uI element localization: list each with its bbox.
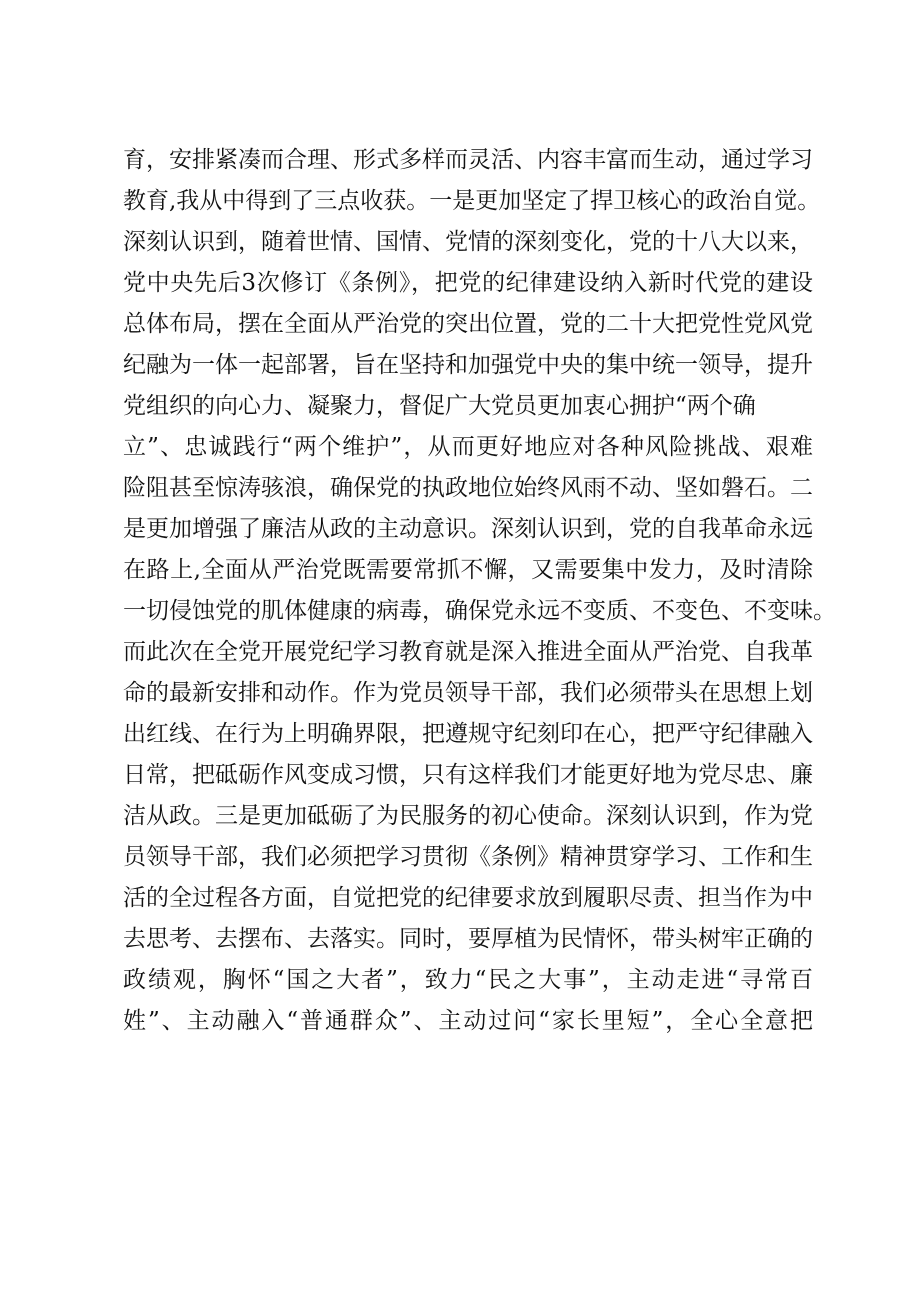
text-line: 员领导干部，我们必须把学习贯彻《条例》精神贯穿学习、工作和生 xyxy=(123,844,813,870)
text-line: 纪融为一体一起部署，旨在坚持和加强党中央的集中统一领导，提升 xyxy=(123,352,813,378)
text-line: 出红线、在行为上明确界限，把遵规守纪刻印在心，把严守纪律融入 xyxy=(123,721,813,747)
text-line: 立”、忠诚践行“两个维护”，从而更好地应对各种风险挑战、艰难 xyxy=(123,434,813,460)
text-line: 一切侵蚀党的肌体健康的病毒，确保党永远不变质、不变色、不变味。 xyxy=(123,598,836,624)
text-line: 总体布局，摆在全面从严治党的突出位置，党的二十大把党性党风党 xyxy=(123,311,813,337)
text-line: 党组织的向心力、凝聚力，督促广大党员更加衷心拥护“两个确 xyxy=(123,393,756,419)
text-line: 是更加增强了廉洁从政的主动意识。深刻认识到，党的自我革命永远 xyxy=(123,516,813,542)
text-line: 深刻认识到，随着世情、国情、党情的深刻变化，党的十八大以来， xyxy=(123,229,813,255)
text-line: 命的最新安排和动作。作为党员领导干部，我们必须带头在思想上划 xyxy=(123,680,813,706)
text-line: 洁从政。三是更加砥砺了为民服务的初心使命。深刻认识到，作为党 xyxy=(123,803,813,829)
text-line: 政绩观，胸怀“国之大者”，致力“民之大事”，主动走进“寻常百 xyxy=(123,967,813,993)
text-line: 在路上,全面从严治党既需要常抓不懈，又需要集中发力，及时清除 xyxy=(123,557,813,583)
text-line: 教育,我从中得到了三点收获。一是更加坚定了捍卫核心的政治自觉。 xyxy=(123,188,821,214)
text-line: 党中央先后3次修订《条例》，把党的纪律建设纳入新时代党的建设 xyxy=(123,270,813,296)
text-line: 姓”、主动融入“普通群众”、主动过问“家长里短”，全心全意把 xyxy=(123,1008,813,1034)
text-line: 险阻甚至惊涛骇浪，确保党的执政地位始终风雨不动、坚如磐石。二 xyxy=(123,475,813,501)
text-line: 活的全过程各方面，自觉把党的纪律要求放到履职尽责、担当作为中 xyxy=(123,885,813,911)
text-line: 育，安排紧凑而合理、形式多样而灵活、内容丰富而生动，通过学习 xyxy=(123,147,813,173)
text-line: 日常，把砥砺作风变成习惯，只有这样我们才能更好地为党尽忠、廉 xyxy=(123,762,813,788)
text-line: 而此次在全党开展党纪学习教育就是深入推进全面从严治党、自我革 xyxy=(123,639,813,665)
body-paragraph xyxy=(123,140,836,1042)
text-line: 去思考、去摆布、去落实。同时，要厚植为民情怀，带头树牢正确的 xyxy=(123,926,813,952)
